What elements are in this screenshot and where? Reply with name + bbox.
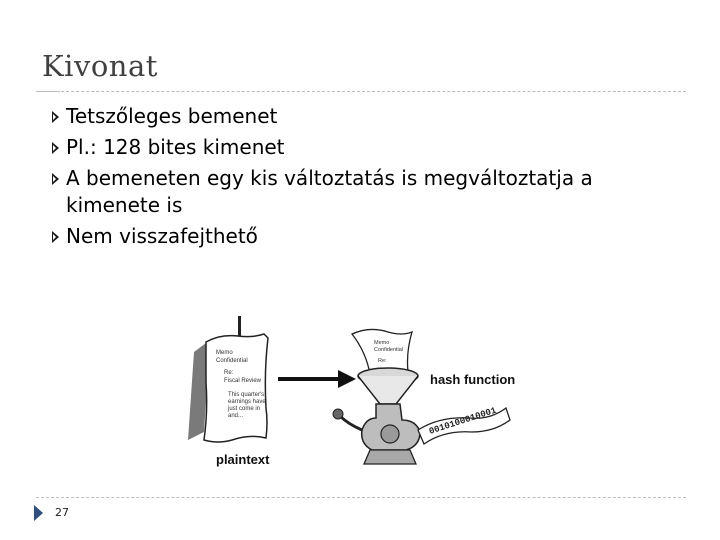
crank-knob (333, 409, 343, 419)
title-divider (36, 91, 686, 92)
memo-line: and... (228, 413, 244, 419)
memo-line: earnings have (228, 399, 266, 405)
memo-line: Confidential (216, 358, 248, 364)
bullet-arrow-icon (52, 231, 59, 243)
funnel-memo-line: Re: (378, 358, 387, 364)
memo-line: Memo (216, 350, 233, 356)
bullet-item (46, 223, 646, 250)
bullet-item (46, 165, 646, 219)
grinder-base (364, 450, 416, 464)
crank-arm (340, 416, 362, 430)
bullet-item (46, 103, 646, 130)
slide-title: Kivonat (42, 49, 158, 83)
funnel-cone (358, 376, 418, 404)
paper-clip-bar (238, 316, 241, 336)
grinder-gear (381, 425, 399, 443)
hash-function-label: hash function (430, 372, 516, 387)
bullet-text: A bemeneten egy kis változtatás is megváltoztatja a kimenete is (66, 166, 593, 217)
bullet-arrow-icon (52, 142, 59, 154)
hash-function-illustration (180, 312, 540, 472)
memo-document (204, 334, 268, 442)
funnel-memo-line: Confidential (374, 347, 404, 353)
bullet-text: Nem visszafejthető (66, 224, 258, 248)
bullet-text: Pl.: 128 bites kimenet (66, 135, 285, 159)
arrow-right-icon (338, 370, 356, 388)
hash-output-text: 0010100010001 (427, 405, 498, 437)
plaintext-label: plaintext (216, 452, 270, 467)
bullet-list (46, 103, 646, 254)
hash-diagram (180, 312, 540, 472)
page-marker-icon (34, 505, 43, 521)
memo-line: This quarter's (228, 392, 265, 398)
memo-line: Fiscal Review (224, 378, 262, 384)
footer-divider (36, 497, 686, 498)
bullet-text: Tetszőleges bemenet (66, 104, 278, 128)
page-number: 27 (55, 506, 69, 519)
bullet-arrow-icon (52, 111, 59, 123)
memo-line: Re: (224, 370, 234, 376)
memo-line: just come in (228, 406, 261, 412)
bullet-arrow-icon (52, 173, 59, 185)
funnel-memo-line: Memo (374, 340, 390, 346)
bullet-item (46, 134, 646, 161)
